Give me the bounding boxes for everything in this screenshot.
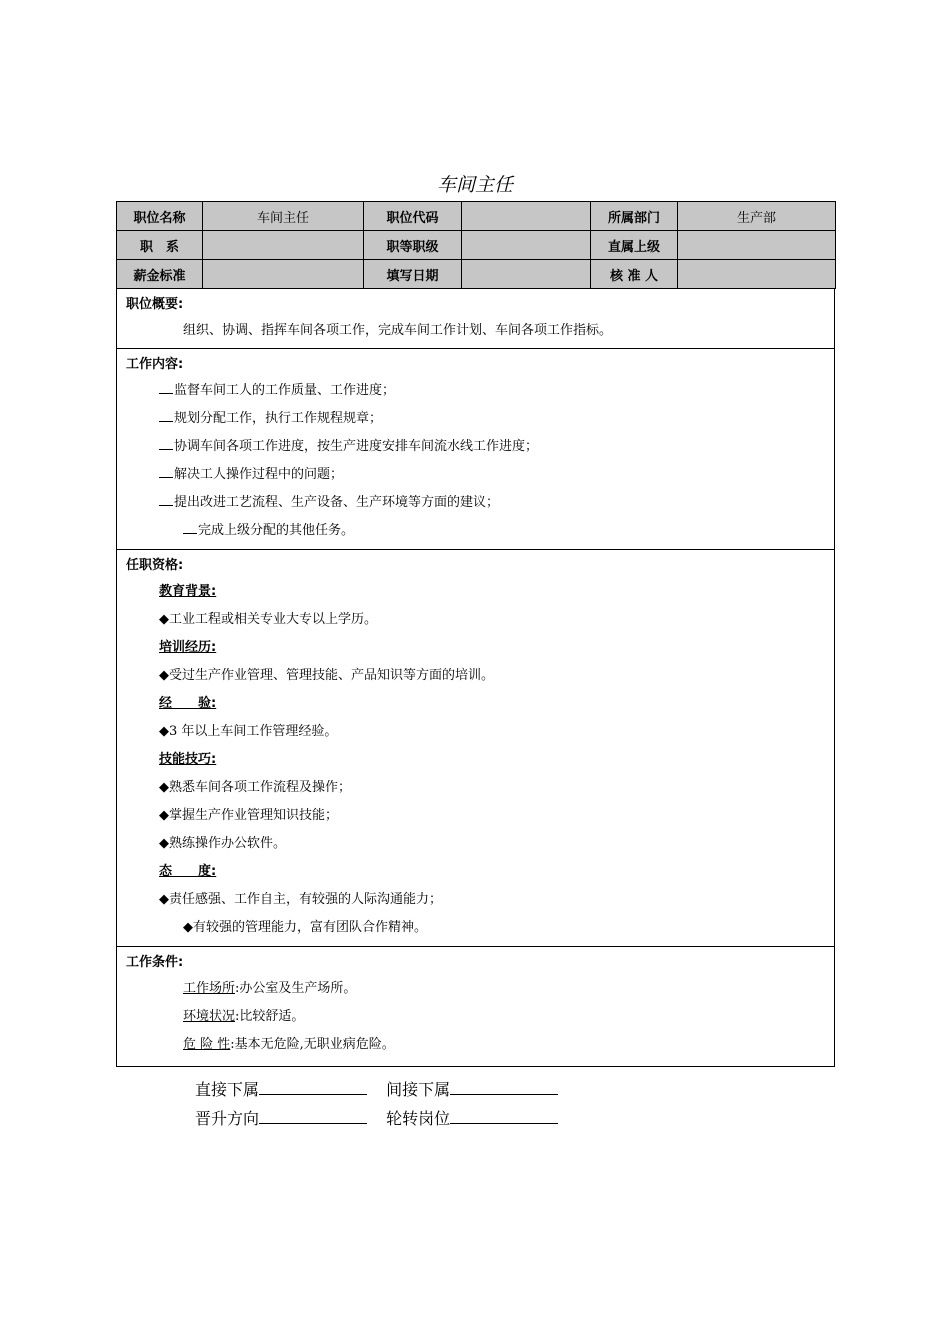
qualifications-section xyxy=(116,550,835,947)
position-code-label: 职位代码 xyxy=(364,202,462,231)
list-item: 规划分配工作，执行工作规程规章； xyxy=(117,405,834,433)
overview-text: 组织、协调、指挥车间各项工作，完成车间工作计划、车间各项工作指标。 xyxy=(183,323,613,338)
environment-line: 环境状况:比较舒适。 xyxy=(183,1009,305,1024)
job-family-value xyxy=(203,231,364,260)
education-text: ◆工业工程或相关专业大专以上学历。 xyxy=(159,612,377,627)
list-item: 提出改进工艺流程、生产设备、生产环境等方面的建议； xyxy=(117,489,834,517)
promotion-path: 晋升方向 xyxy=(195,1105,367,1129)
list-item: ◆熟练操作办公软件。 xyxy=(159,836,286,851)
job-description-form xyxy=(116,201,835,1067)
conditions-title: 工作条件: xyxy=(126,955,184,970)
footer-row-1 xyxy=(195,1076,558,1100)
position-name-label: 职位名称 xyxy=(117,202,203,231)
experience-label: 经 验: xyxy=(159,696,217,711)
direct-reports: 直接下属 xyxy=(195,1076,367,1100)
department-label: 所属部门 xyxy=(591,202,678,231)
list-item: ◆掌握生产作业管理知识技能； xyxy=(159,808,338,823)
list-item: 解决工人操作过程中的问题； xyxy=(117,461,834,489)
conditions-section xyxy=(116,947,835,1067)
training-text: ◆受过生产作业管理、管理技能、产品知识等方面的培训。 xyxy=(159,668,494,683)
work-place-line: 工作场所:办公室及生产场所。 xyxy=(183,981,357,996)
risk-line: 危 险 性:基本无危险,无职业病危险。 xyxy=(183,1037,395,1052)
duties-title: 工作内容: xyxy=(126,357,184,372)
indirect-reports: 间接下属 xyxy=(386,1076,558,1100)
duties-section xyxy=(116,349,835,550)
qualifications-title: 任职资格: xyxy=(126,558,184,573)
training-label: 培训经历: xyxy=(159,640,217,655)
list-item: 完成上级分配的其他任务。 xyxy=(117,517,834,545)
job-family-label: 职 系 xyxy=(117,231,203,260)
list-item: ◆责任感强、工作自主，有较强的人际沟通能力； xyxy=(159,892,442,907)
salary-label: 薪金标准 xyxy=(117,260,203,289)
skills-label: 技能技巧: xyxy=(159,752,217,767)
supervisor-value xyxy=(678,231,836,260)
header-row xyxy=(117,231,836,260)
salary-value xyxy=(203,260,364,289)
approver-label: 核 准 人 xyxy=(591,260,678,289)
fill-date-label: 填写日期 xyxy=(364,260,462,289)
grade-value xyxy=(462,231,591,260)
rotation-position: 轮转岗位 xyxy=(386,1105,558,1129)
attitude-label: 态 度: xyxy=(159,864,217,879)
fill-date-value xyxy=(462,260,591,289)
grade-label: 职等职级 xyxy=(364,231,462,260)
list-item: 协调车间各项工作进度，按生产进度安排车间流水线工作进度； xyxy=(117,433,834,461)
department-value: 生产部 xyxy=(678,202,836,231)
footer-row-2 xyxy=(195,1105,558,1129)
overview-section xyxy=(116,289,835,349)
overview-title: 职位概要: xyxy=(126,297,184,312)
list-item: ◆熟悉车间各项工作流程及操作； xyxy=(159,780,351,795)
position-code-value xyxy=(462,202,591,231)
list-item: ◆有较强的管理能力，富有团队合作精神。 xyxy=(183,920,427,935)
approver-value xyxy=(678,260,836,289)
supervisor-label: 直属上级 xyxy=(591,231,678,260)
experience-text: ◆3 年以上车间工作管理经验。 xyxy=(159,724,338,739)
position-name-value: 车间主任 xyxy=(203,202,364,231)
header-row xyxy=(117,260,836,289)
education-label: 教育背景: xyxy=(159,584,217,599)
page-title: 车间主任 xyxy=(436,174,513,196)
list-item: 监督车间工人的工作质量、工作进度； xyxy=(117,377,834,405)
header-row xyxy=(117,202,836,231)
header-table xyxy=(116,201,836,289)
